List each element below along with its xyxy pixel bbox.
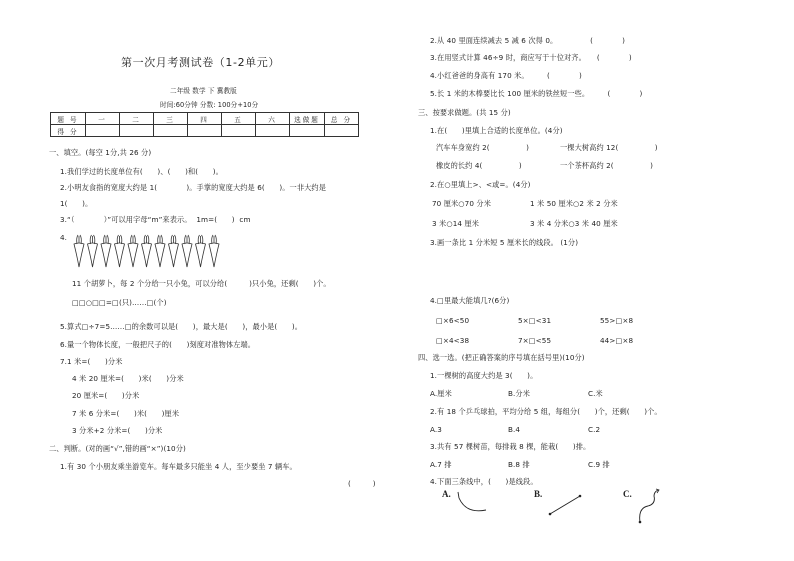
choice-3-option-b[interactable]: B.8 排 bbox=[508, 460, 530, 469]
carrot-leaves-icon bbox=[212, 235, 217, 244]
carrot-icon bbox=[74, 243, 84, 267]
task-3-4d: □×4<38 bbox=[436, 336, 470, 345]
carrot-icon bbox=[196, 243, 206, 267]
task-3-4e: 7×□<55 bbox=[518, 336, 552, 345]
choice-1-option-a[interactable]: A.厘米 bbox=[430, 389, 452, 398]
table-cell: 总 分 bbox=[325, 113, 359, 125]
line-figures bbox=[430, 486, 670, 528]
choice-2-option-c[interactable]: C.2 bbox=[588, 425, 601, 434]
section-3-title: 三、按要求做题。(共 15 分) bbox=[418, 108, 511, 117]
grade-subtitle: 二年级 数学 下 冀教版 bbox=[170, 87, 237, 95]
choice-3: 3.共有 57 棵树苗，每排栽 8 棵，能栽( )排。 bbox=[430, 442, 591, 451]
task-3-4b: 5×□<31 bbox=[518, 316, 552, 325]
choice-3-option-a[interactable]: A.7 排 bbox=[430, 460, 452, 469]
carrot-leaves-icon bbox=[131, 235, 136, 244]
choice-1-option-b[interactable]: B.分米 bbox=[508, 389, 530, 398]
table-cell: 得 分 bbox=[51, 125, 86, 137]
table-cell: 四 bbox=[188, 113, 222, 125]
score-input-cell[interactable] bbox=[222, 125, 256, 137]
carrot-icon bbox=[142, 243, 152, 267]
question-1-7c: 20 厘米=( )分米 bbox=[72, 391, 140, 400]
question-1-6: 6.量一个物体长度，一般把尺子的( )刻度对准物体左端。 bbox=[60, 340, 256, 349]
task-3-4c: 55>□×8 bbox=[600, 316, 634, 325]
table-cell: 二 bbox=[120, 113, 154, 125]
section-2-title: 二、判断。(对的画“√”,错的画“×”)(10分) bbox=[49, 444, 186, 453]
table-cell: 三 bbox=[154, 113, 188, 125]
carrot-leaves-icon bbox=[104, 235, 109, 244]
judge-3: 3.在用竖式计算 46÷9 时，商应写于十位对齐。 ( ) bbox=[430, 53, 632, 62]
score-input-cell[interactable] bbox=[188, 125, 222, 137]
carrot-leaves-icon bbox=[158, 235, 163, 244]
question-1-7: 7.1 米=( )分米 bbox=[60, 357, 123, 366]
task-3-1c: 橡皮的长约 4( ) bbox=[436, 161, 522, 170]
line-b-segment bbox=[550, 496, 580, 514]
question-1-7d: 7 米 6 分米=( )米( )厘米 bbox=[72, 409, 180, 418]
carrot-leaves-icon bbox=[144, 235, 149, 244]
carrot-icon bbox=[155, 243, 165, 267]
carrot-leaves-icon bbox=[90, 235, 95, 244]
line-b-endpoint bbox=[579, 495, 582, 498]
task-3-3: 3.画一条比 1 分米短 5 厘米长的线段。 (1分) bbox=[430, 238, 579, 247]
judge-2: 2.从 40 里面连续减去 5 减 6 次得 0。 ( ) bbox=[430, 36, 626, 45]
task-3-2d: 3 米 4 分米○3 米 40 厘米 bbox=[530, 219, 618, 228]
carrot-leaves-icon bbox=[77, 235, 82, 244]
table-cell: 选做题 bbox=[290, 113, 325, 125]
carrot-icon bbox=[115, 243, 125, 267]
choice-3-option-c[interactable]: C.9 排 bbox=[588, 460, 610, 469]
choice-2-option-b[interactable]: B.4 bbox=[508, 425, 521, 434]
question-1-5: 5.算式□÷7=5……□的余数可以是( )，最大是( )，最小是( )。 bbox=[60, 322, 303, 331]
score-table-header-row bbox=[51, 113, 359, 125]
judge-1: 1.有 30 个小朋友乘坐游览车。每车最多只能坐 4 人，至少要坐 7 辆车。 bbox=[60, 462, 297, 471]
carrot-leaves-icon bbox=[198, 235, 203, 244]
task-3-1: 1.在( )里填上合适的长度单位。(4分) bbox=[430, 126, 563, 135]
score-input-cell[interactable] bbox=[154, 125, 188, 137]
table-cell: 六 bbox=[256, 113, 290, 125]
question-1-2-cont: 1( )。 bbox=[60, 199, 93, 208]
task-3-1d: 一个茶杯高约 2( ) bbox=[560, 161, 654, 170]
carrot-icon bbox=[182, 243, 192, 267]
question-1-4-text: 11 个胡萝卜，每 2 个分给一只小兔，可以分给( )只小兔，还剩( )个。 bbox=[72, 279, 331, 288]
score-table bbox=[50, 112, 359, 137]
figure-label-a[interactable]: A. bbox=[442, 489, 451, 499]
score-table-score-row bbox=[51, 125, 359, 137]
table-cell: 一 bbox=[86, 113, 120, 125]
lines-svg bbox=[430, 486, 670, 528]
carrot-icon bbox=[169, 243, 179, 267]
line-c-wave bbox=[640, 490, 658, 522]
task-3-1b: 一棵大树高约 12( ) bbox=[560, 143, 658, 152]
carrot-leaves-icon bbox=[171, 235, 176, 244]
question-1-1: 1.我们学过的长度单位有( )、( )和( )。 bbox=[60, 167, 223, 176]
question-1-2: 2.小明友食指的宽度大约是 1( )。手掌的宽度大约是 6( )。一非大约是 bbox=[60, 183, 326, 192]
carrots-illustration bbox=[70, 234, 230, 270]
carrot-icon bbox=[128, 243, 138, 267]
task-3-4: 4.□里最大能填几?(6分) bbox=[430, 296, 510, 305]
question-1-7e: 3 分米+2 分米=( )分米 bbox=[72, 426, 163, 435]
carrot-icon bbox=[101, 243, 111, 267]
carrot-icons bbox=[70, 234, 230, 270]
judge-4: 4.小红爸爸的身高有 170 米。 ( ) bbox=[430, 71, 582, 80]
task-3-2b: 1 米 50 厘米○2 米 2 分米 bbox=[530, 199, 618, 208]
task-3-4f: 44>□×8 bbox=[600, 336, 634, 345]
question-1-4-formula: □□○□□=□(只)……□(个) bbox=[72, 298, 167, 307]
task-3-2a: 70 厘米○70 分米 bbox=[432, 199, 491, 208]
line-c-endpoint bbox=[639, 521, 642, 524]
score-input-cell[interactable] bbox=[86, 125, 120, 137]
line-a-curve bbox=[458, 492, 486, 511]
score-input-cell[interactable] bbox=[290, 125, 325, 137]
section-4-title: 四、选一选。(把正确答案的序号填在括号里)(10分) bbox=[418, 353, 585, 362]
line-b-endpoint bbox=[549, 513, 552, 516]
judge-5: 5.长 1 米的木棒要比长 100 厘米的铁丝短一些。 ( ) bbox=[430, 89, 643, 98]
page-title: 第一次月考测试卷（1-2单元） bbox=[121, 56, 280, 69]
task-3-4a: □×6<50 bbox=[436, 316, 470, 325]
score-input-cell[interactable] bbox=[120, 125, 154, 137]
choice-4: 4.下面三条线中，( )是线段。 bbox=[430, 477, 538, 486]
task-3-1a: 汽车车身宽约 2( ) bbox=[436, 143, 530, 152]
judge-1-answer-paren[interactable]: ( ) bbox=[348, 479, 376, 488]
question-1-4-number: 4. bbox=[60, 233, 68, 242]
table-cell: 题 号 bbox=[51, 113, 86, 125]
score-input-cell[interactable] bbox=[325, 125, 359, 137]
task-3-2: 2.在○里填上>、<或=。(4分) bbox=[430, 180, 531, 189]
task-3-2c: 3 米○14 厘米 bbox=[432, 219, 480, 228]
time-score-line: 时间:60分钟 分数: 100分+10分 bbox=[160, 101, 259, 109]
carrot-icon bbox=[209, 243, 219, 267]
table-cell: 五 bbox=[222, 113, 256, 125]
score-input-cell[interactable] bbox=[256, 125, 290, 137]
figure-label-b[interactable]: B. bbox=[534, 489, 543, 499]
figure-label-c[interactable]: C. bbox=[623, 489, 632, 499]
question-1-7b: 4 米 20 厘米=( )米( )分米 bbox=[72, 374, 184, 383]
carrot-icon bbox=[88, 243, 98, 267]
choice-1: 1.一棵树的高度大约是 3( )。 bbox=[430, 371, 538, 380]
choice-2-option-a[interactable]: A.3 bbox=[430, 425, 442, 434]
question-1-3: 3.“（ ）”可以用字母“m”来表示。 1m=( ) cm bbox=[60, 215, 251, 224]
carrot-leaves-icon bbox=[117, 235, 122, 244]
carrot-leaves-icon bbox=[185, 235, 190, 244]
section-1-title: 一、填空。(每空 1分,共 26 分) bbox=[49, 148, 152, 157]
choice-1-option-c[interactable]: C.米 bbox=[588, 389, 603, 398]
choice-2: 2.有 18 个乒乓球拍，平均分给 5 组，每组分( )个，还剩( )个。 bbox=[430, 407, 662, 416]
